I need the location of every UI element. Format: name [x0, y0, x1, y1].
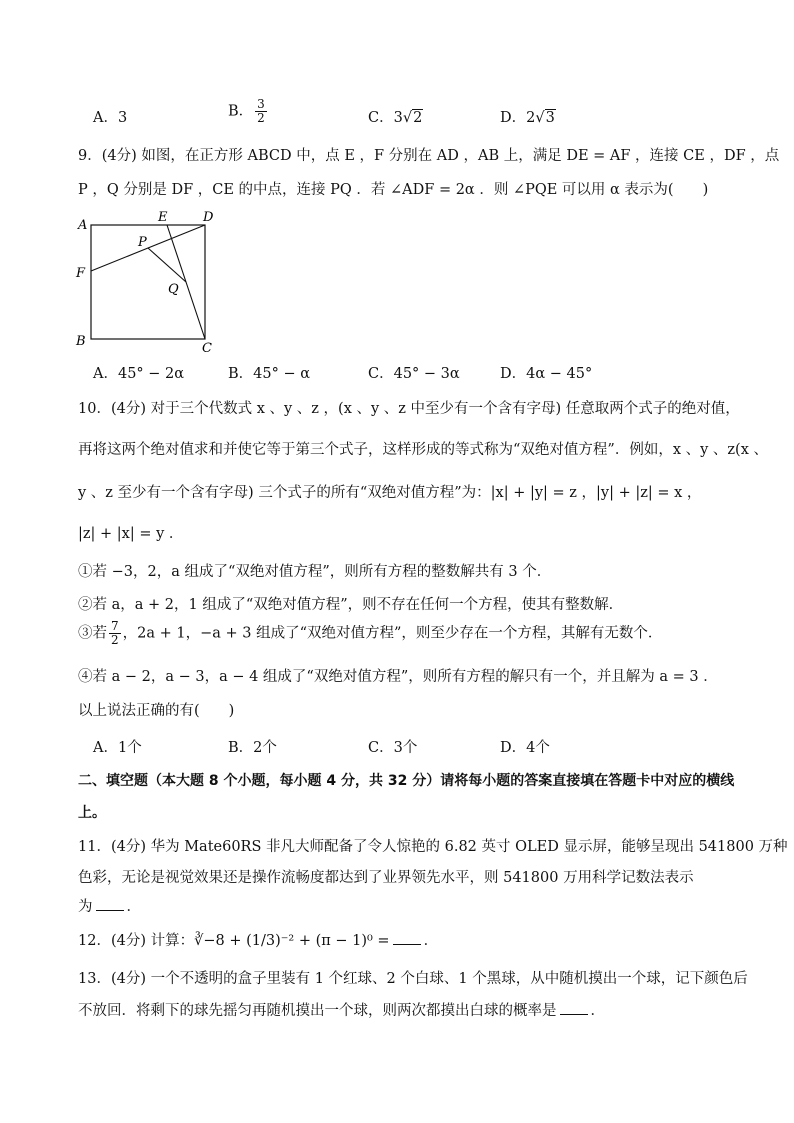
q12-answer-blank[interactable]: [393, 932, 421, 945]
label-c: C: [202, 341, 212, 355]
q10-statement-2: ②若 a，a + 2，1 组成了“双绝对值方程”，则不存在任何一个方程，使其有整数解．: [78, 597, 624, 613]
section-2-heading-line-2: 上。: [78, 805, 106, 821]
q8-option-c-prefix: C．3: [368, 110, 403, 126]
q9-figure: [70, 205, 230, 355]
square-abcd: [91, 225, 205, 339]
q9-line-1: 9．(4分) 如图，在正方形 ABCD 中，点 E ，F 分别在 AD ，AB 上，满足 DE = AF ，连接 CE ，DF ，点: [78, 148, 780, 164]
q10-statement-4: ④若 a − 2，a − 3，a − 4 组成了“双绝对值方程”，则所有方程的解只有一个，并且解为 a = 3 ．: [78, 669, 718, 685]
q11-answer-blank[interactable]: [96, 898, 124, 911]
q13-line-2-text: 不放回．将剩下的球先摇匀再随机摸出一个球，则两次都摸出白球的概率是: [78, 1003, 557, 1019]
q10-statement-3-prefix: ③若: [78, 625, 107, 642]
q8-option-b-fraction: [255, 98, 267, 125]
q10-line-1: 10．(4分) 对于三个代数式 x 、y 、z ，(x 、y 、z 中至少有一个含有字母) 任意取两个式子的绝对值，: [78, 401, 740, 417]
q9-option-b: B．45° − α: [228, 366, 311, 382]
q10-option-d: D．4个: [500, 740, 550, 756]
q8-option-b-den: 2: [257, 111, 265, 125]
q10-line-2: 再将这两个绝对值求和并使它等于第三个式子，这样形成的等式称为“双绝对值方程”．例如，x 、y 、z(x 、: [78, 442, 768, 458]
q10-s3-den: 2: [111, 633, 119, 647]
q9-line-2: P ，Q 分别是 DF ，CE 的中点，连接 PQ ．若 ∠ADF = 2α ．则 ∠PQE 可以用 α 表示为( ): [78, 182, 709, 198]
label-e: E: [158, 210, 168, 225]
q10-s3-num: 7: [111, 619, 119, 633]
q8-option-d: D．2√3: [500, 110, 555, 126]
q10-option-a: A．1个: [93, 740, 142, 756]
q10-statement-3-suffix: ，2a + 1，−a + 3 组成了“双绝对值方程”，则至少存在一个方程，其解有无数个．: [122, 625, 663, 642]
label-d: D: [203, 210, 214, 225]
label-a: A: [78, 218, 88, 233]
q13-line-2: 不放回．将剩下的球先摇匀再随机摸出一个球，则两次都摸出白球的概率是 ．: [78, 1003, 605, 1019]
q10-line-4: |z| + |x| = y ．: [78, 526, 184, 542]
q8-option-b-prefix: B．: [228, 103, 254, 120]
q8-option-a: A．3: [93, 110, 128, 126]
q12-expression: ∛−8 + (1/3)⁻² + (π − 1)⁰ =: [194, 933, 390, 949]
q10-statement-1: ①若 −3，2，a 组成了“双绝对值方程”，则所有方程的整数解共有 3 个．: [78, 564, 552, 580]
q8-option-b: [228, 98, 269, 125]
q9-option-d: D．4α − 45°: [500, 366, 593, 382]
q10-statement-3: [78, 620, 662, 647]
label-q: Q: [168, 282, 179, 297]
q12-line: 12．(4分) 计算：∛−8 + (1/3)⁻² + (π − 1)⁰ = ．: [78, 933, 439, 949]
q10-option-c: C．3个: [368, 740, 418, 756]
q8-option-d-prefix: D．2: [500, 110, 536, 126]
q11-line-3-text: 为: [78, 899, 93, 915]
q8-option-c: C．3√2: [368, 110, 423, 126]
section-2-heading-line-1: 二、填空题（本大题 8 个小题，每小题 4 分，共 32 分）请将每小题的答案直接填在答题卡中对应的横线: [78, 773, 735, 789]
q10-statement-3-fraction: [109, 620, 121, 647]
label-p: P: [138, 235, 147, 250]
q13-answer-blank[interactable]: [560, 1002, 588, 1015]
q10-line-3: y 、z 至少有一个含有字母) 三个式子的所有“双绝对值方程”为：|x| + |y| = z ，|y| + |z| = x ，: [78, 485, 702, 501]
q11-line-1: 11．(4分) 华为 Mate60RS 非凡大师配备了令人惊艳的 6.82 英寸 OLED 显示屏，能够呈现出 541800 万种: [78, 839, 788, 855]
q13-line-1: 13．(4分) 一个不透明的盒子里装有 1 个红球、2 个白球、1 个黑球，从中随机摸出一个球，记下颜色后: [78, 971, 748, 987]
q10-option-b: B．2个: [228, 740, 277, 756]
q12-prefix: 12．(4分) 计算：: [78, 933, 195, 949]
q9-option-c: C．45° − 3α: [368, 366, 460, 382]
label-f: F: [76, 266, 86, 281]
label-b: B: [76, 334, 86, 349]
q8-option-c-radicand: 2: [413, 110, 423, 126]
q9-option-a: A．45° − 2α: [93, 366, 185, 382]
q8-option-b-num: 3: [257, 97, 265, 111]
q11-line-2: 色彩，无论是视觉效果还是操作流畅度都达到了业界领先水平，则 541800 万用科学记数法表示: [78, 870, 694, 886]
q8-option-d-radicand: 3: [545, 110, 555, 126]
q11-line-3: 为 ．: [78, 899, 141, 915]
q10-question: 以上说法正确的有( ): [78, 703, 235, 719]
